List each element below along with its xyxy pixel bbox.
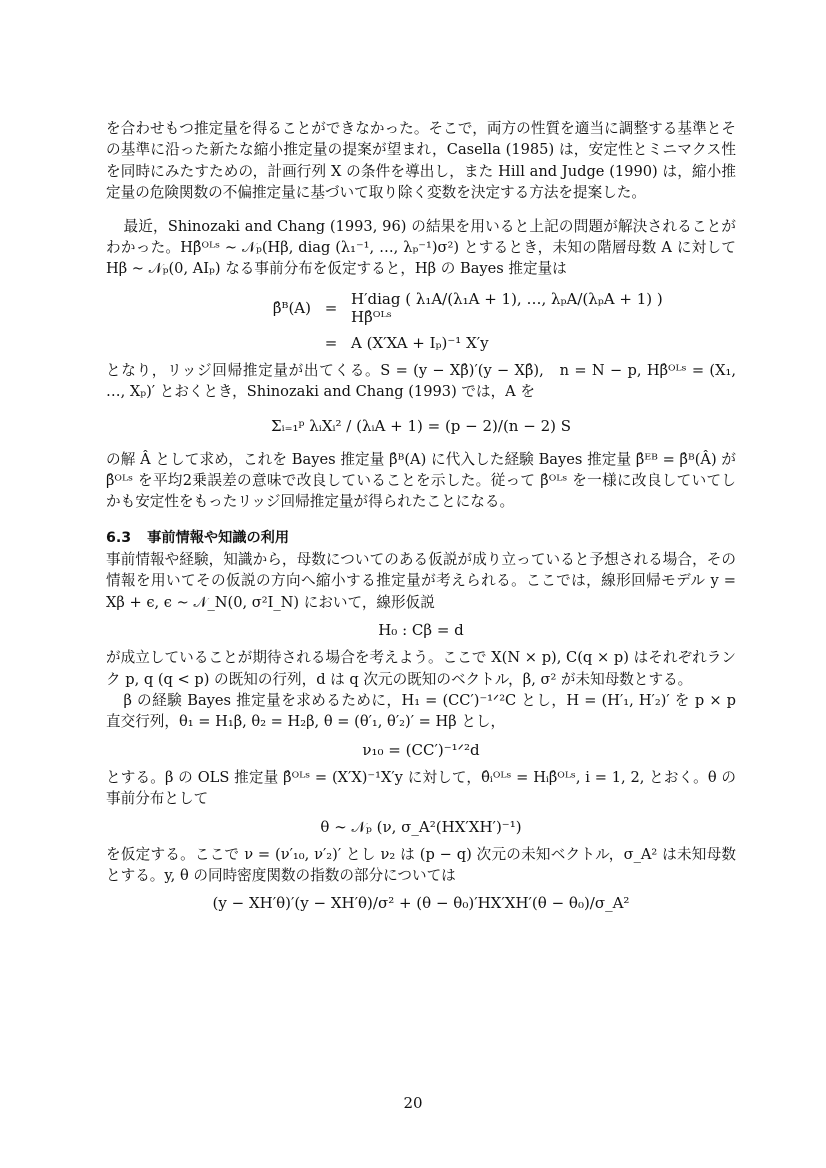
equation-lhs: β̂ᴮ(A) <box>272 298 311 317</box>
paragraph-2: 最近，Shinozaki and Chang (1993, 96) の結果を用いると上記の問題が解決されることがわかった。Hβ̂ᴼᴸˢ ∼ 𝒩ₚ(Hβ, diag (λ₁⁻¹, …, λₚ⁻¹)σ²) とするとき，未知の階層母数 A に対して Hβ ∼ 𝒩ₚ(0, AIₚ) なる事前分布を仮定すると，Hβ の Bayes 推定量は <box>106 217 736 278</box>
paragraph-5: 事前情報や経験，知識から，母数についてのある仮説が成り立っていると予想される場合，その情報を用いてその仮説の方向へ縮小する推定量が考えられる。ここでは，線形回帰モデル y = Xβ + ϵ, ϵ ∼ 𝒩_N(0, σ²I_N) において，線形仮説 <box>106 550 736 611</box>
paragraph-3: となり，リッジ回帰推定量が出てくる。S = (y − Xβ̂)′(y − Xβ̂), n = N − p, Hβ̂ᴼᴸˢ = (X₁, …, Xₚ)′ とおくとき，Shinozaki and Chang (1993) では，A を <box>106 361 736 401</box>
equation-relation: = <box>324 298 338 317</box>
section-number: 6.3 <box>106 529 132 546</box>
section-title: 事前情報や知識の利用 <box>147 529 290 546</box>
paragraph-9: を仮定する。ここで ν = (ν′₁₀, ν′₂)′ とし ν₂ は (p − q) 次元の未知ベクトル，σ_A² は未知母数とする。y, θ の同時密度関数の指数の部分については <box>106 845 736 884</box>
paragraph-4: の解 Â として求め，これを Bayes 推定量 β̂ᴮ(A) に代入した経験 Bayes 推定量 β̂ᴱᴮ = β̂ᴮ(Â) が β̂ᴼᴸˢ を平均2乗誤差の意味で改良していることを示した。従って β̂ᴼᴸˢ を一様に改良していてしかも安定性をもったリッジ回帰推定量が得られたことになる。 <box>106 450 736 511</box>
equation-rhs: H′diag ( λ₁A/(λ₁A + 1), …, λₚA/(λₚA + 1) ) Hβ̂ᴼᴸˢ <box>351 289 663 326</box>
paragraph-1: を合わせもつ推定量を得ることができなかった。そこで，両方の性質を適当に調整する基準とその基準に沿った新たな縮小推定量の提案が望まれ，Casella (1985) は，安定性とミニマクス性を同時にみたすための，計画行列 X の条件を導出し，また Hill and Judge (1990) は，縮小推定量の危険関数の不偏推定量に基づいて取り除く変数を決定する方法を提案した。 <box>106 120 736 202</box>
equation-rhs: A (X′XA + Iₚ)⁻¹ X′y <box>351 333 489 352</box>
page-body <box>106 118 736 920</box>
paragraph-8: とする。β の OLS 推定量 β̂ᴼᴸˢ = (X′X)⁻¹X′y に対して，θ̂ᵢᴼᴸˢ = Hᵢβ̂ᴼᴸˢ, i = 1, 2, とおく。θ の事前分布として <box>106 768 736 808</box>
paragraph-6: が成立していることが期待される場合を考えよう。ここで X(N × p), C(q × p) はそれぞれランク p, q (q < p) の既知の行列，d は q 次元の既知のベクトル，β, σ² が未知母数とする。 <box>106 649 736 688</box>
equation-hypothesis: H₀ : Cβ = d <box>378 621 464 640</box>
page-number: 20 <box>403 1094 423 1112</box>
bayes-estimator-equation <box>106 290 736 352</box>
section-heading <box>106 527 736 547</box>
equation-a-condition: Σᵢ₌₁ᵖ λᵢXᵢ² / (λᵢA + 1) = (p − 2)/(n − 2) S <box>270 416 572 435</box>
equation-prior: θ ∼ 𝒩ₚ (ν, σ_A²(HX′XH′)⁻¹) <box>320 817 522 836</box>
equation-joint-density: (y − XH′θ)′(y − XH′θ)/σ² + (θ − θ₀)′HX′XH′(θ − θ₀)/σ_A² <box>212 894 630 913</box>
equation-relation: = <box>324 333 338 352</box>
paragraph-7: β の経験 Bayes 推定量を求めるために，H₁ = (CC′)⁻¹ᐟ²C とし，H = (H′₁, H′₂)′ を p × p 直交行列，θ₁ = H₁β, θ₂ = H₂β, θ = (θ′₁, θ′₂)′ = Hβ とし， <box>106 691 736 731</box>
equation-nu10: ν₁₀ = (CC′)⁻¹ᐟ²d <box>362 740 480 759</box>
